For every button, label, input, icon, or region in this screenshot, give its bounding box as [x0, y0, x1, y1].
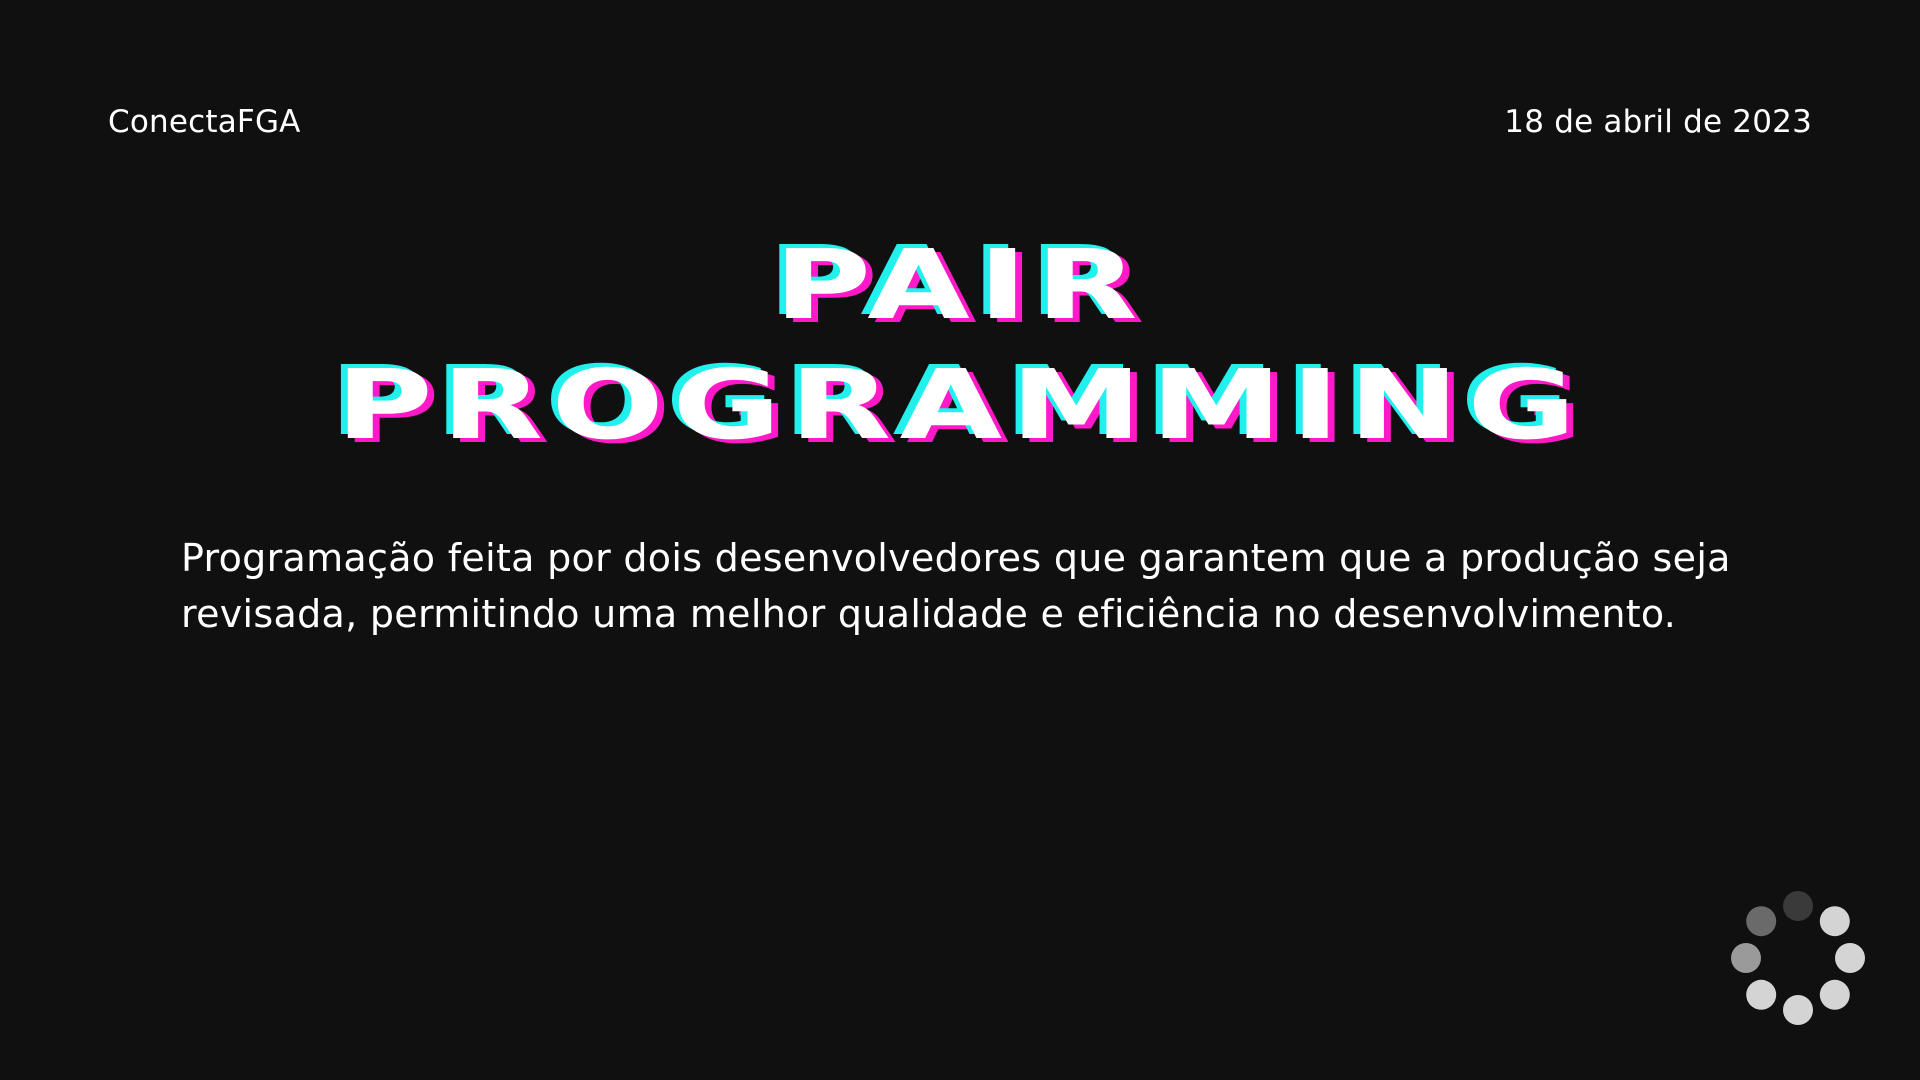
title-line-2: PROGRAMMING — [335, 349, 1585, 461]
organization-label: ConectaFGA — [108, 104, 301, 140]
spinner-dot — [1820, 980, 1850, 1010]
spinner-dot — [1820, 906, 1850, 936]
spinner-dot — [1731, 943, 1761, 973]
spinner-dot — [1783, 995, 1813, 1025]
spinner-dot — [1746, 980, 1776, 1010]
spinner-dot — [1835, 943, 1865, 973]
page-title — [0, 225, 1920, 465]
date-label: 18 de abril de 2023 — [1504, 104, 1812, 140]
spinner-dot — [1746, 906, 1776, 936]
loading-spinner-icon — [1730, 890, 1866, 1026]
spinner-dot — [1783, 891, 1813, 921]
title-line-1: PAIR — [774, 229, 1146, 341]
description-text: Programação feita por dois desenvolvedores que garantem que a produção seja revisada, permitindo uma melhor qualidade e eficiência no desenvolvimento. — [181, 536, 1731, 636]
